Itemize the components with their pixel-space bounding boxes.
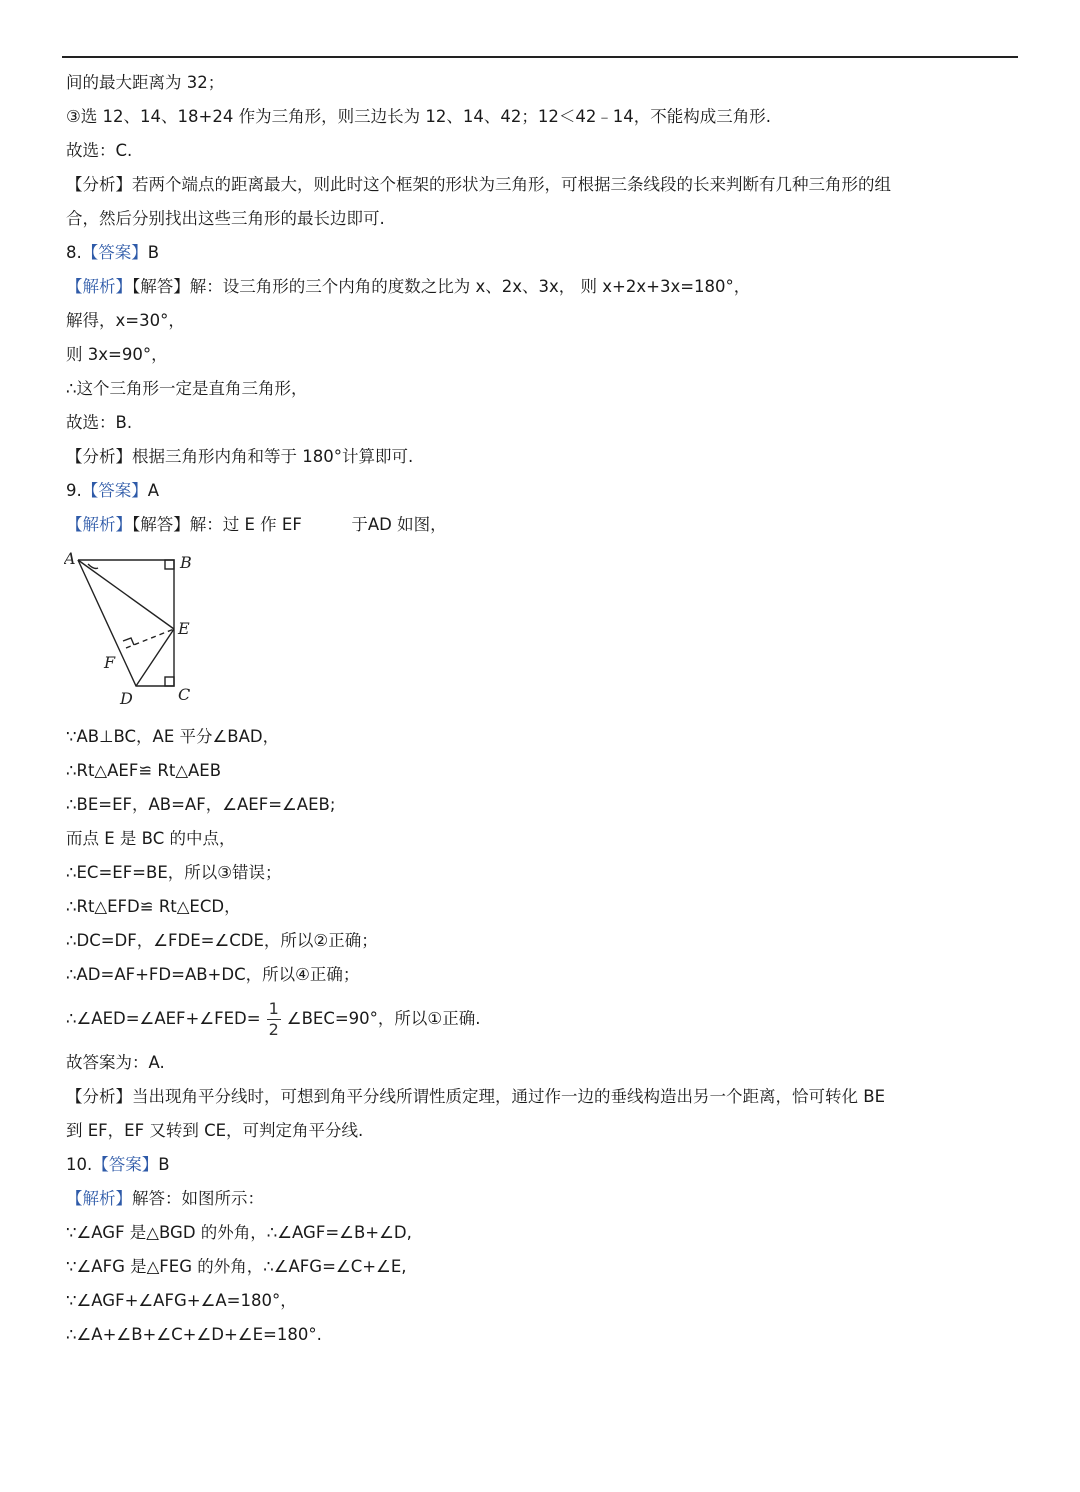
fraction-line: ∴∠AED=∠AEF+∠FED= $\frac{1}{2}$ ∠BEC=90°，所以①正确. <box>66 999 481 1039</box>
analysis-tag: 【分析】 <box>66 1087 132 1106</box>
text-line: ∴Rt△EFD≌ Rt△ECD， <box>66 897 241 916</box>
explain-tag: 【解析】 <box>66 515 132 534</box>
geometry-figure <box>66 550 1016 712</box>
label-c: C <box>178 685 191 704</box>
analysis-line: 【分析】根据三角形内角和等于 180°计算即可. <box>66 447 414 466</box>
text-line: ∵AB⊥BC，AE 平分∠BAD， <box>66 727 280 746</box>
top-rule <box>62 56 1018 58</box>
text-line: ∴AD=AF+FD=AB+DC，所以④正确； <box>66 965 360 984</box>
answer-tag: 【答案】 <box>81 243 148 262</box>
answer-line-q9: 9.【答案】A <box>66 481 160 500</box>
explain-tag: 【解析】 <box>66 277 132 296</box>
text-line: ∴BE=EF，AB=AF，∠AEF=∠AEB; <box>66 795 336 814</box>
answer-tag: 【答案】 <box>81 481 148 500</box>
answer-line-q10: 10.【答案】B <box>66 1155 170 1174</box>
explain-tag: 【解析】 <box>66 1189 132 1208</box>
label-f: F <box>104 653 116 672</box>
answer-line-q8: 8.【答案】B <box>66 243 160 262</box>
text-line: ③选 12、14、18+24 作为三角形，则三边长为 12、14、42；12＜42﹣14，不能构成三角形. <box>66 107 772 126</box>
label-d: D <box>120 689 133 708</box>
explain-line: 【解析】解答：如图所示： <box>66 1189 264 1208</box>
text-line: 合，然后分别找出这些三角形的最长边即可. <box>66 209 385 228</box>
explain-line: 【解析】【解答】解：过 E 作 EF 于AD 如图， <box>66 515 447 534</box>
solve-tag: 【解答】 <box>132 515 190 534</box>
solve-tag: 【解答】 <box>132 277 190 296</box>
text-line: ∴DC=DF，∠FDE=∠CDE，所以②正确； <box>66 931 378 950</box>
label-a: A <box>64 550 76 568</box>
quadrilateral-outline <box>78 560 174 686</box>
answer-tag: 【答案】 <box>92 1155 159 1174</box>
text-line: ∴这个三角形一定是直角三角形， <box>66 379 308 398</box>
one-half-fraction: $\frac{1}{2}$ <box>268 999 279 1039</box>
quadrilateral-diagram <box>64 550 224 712</box>
analysis-line: 【分析】若两个端点的距离最大，则此时这个框架的形状为三角形，可根据三条线段的长来判断有几种三角形的组 <box>66 175 891 194</box>
label-e: E <box>178 619 190 638</box>
segment-ef-dashed <box>126 629 174 648</box>
question-number: 9. <box>66 481 82 500</box>
right-angle-f <box>123 638 134 645</box>
document-body <box>66 66 1016 1352</box>
question-number: 8. <box>66 243 82 262</box>
text-line: ∴EC=EF=BE，所以③错误； <box>66 863 282 882</box>
text-line: 故答案为：A. <box>66 1053 165 1072</box>
text-line: ∵∠AGF 是△BGD 的外角，∴∠AGF=∠B+∠D, <box>66 1223 412 1242</box>
text-line: 解得，x=30°， <box>66 311 185 330</box>
analysis-tag: 【分析】 <box>66 447 132 466</box>
text-line: 间的最大距离为 32； <box>66 73 225 92</box>
text-line: ∴Rt△AEF≌ Rt△AEB <box>66 761 222 780</box>
text-line: 故选：B. <box>66 413 133 432</box>
text-line: 则 3x=90°， <box>66 345 168 364</box>
segment-ae <box>78 560 174 629</box>
analysis-line: 【分析】当出现角平分线时，可想到角平分线所谓性质定理，通过作一边的垂线构造出另一个距离，恰可转化 BE <box>66 1087 885 1106</box>
question-number: 10. <box>66 1155 93 1174</box>
analysis-tag: 【分析】 <box>66 175 132 194</box>
text-line: ∵∠AFG 是△FEG 的外角，∴∠AFG=∠C+∠E, <box>66 1257 407 1276</box>
right-angle-c <box>165 677 174 686</box>
text-line: 到 EF，EF 又转到 CE，可判定角平分线. <box>66 1121 364 1140</box>
explain-line: 【解析】【解答】解：设三角形的三个内角的度数之比为 x、2x、3x， 则 x+2x+3x=180°， <box>66 277 751 296</box>
text-line: ∴∠A+∠B+∠C+∠D+∠E=180°. <box>66 1325 322 1344</box>
text-line: 故选：C. <box>66 141 133 160</box>
right-angle-b <box>165 560 174 569</box>
label-b: B <box>180 553 192 572</box>
text-line: 而点 E 是 BC 的中点， <box>66 829 236 848</box>
text-line: ∵∠AGF+∠AFG+∠A=180°， <box>66 1291 297 1310</box>
